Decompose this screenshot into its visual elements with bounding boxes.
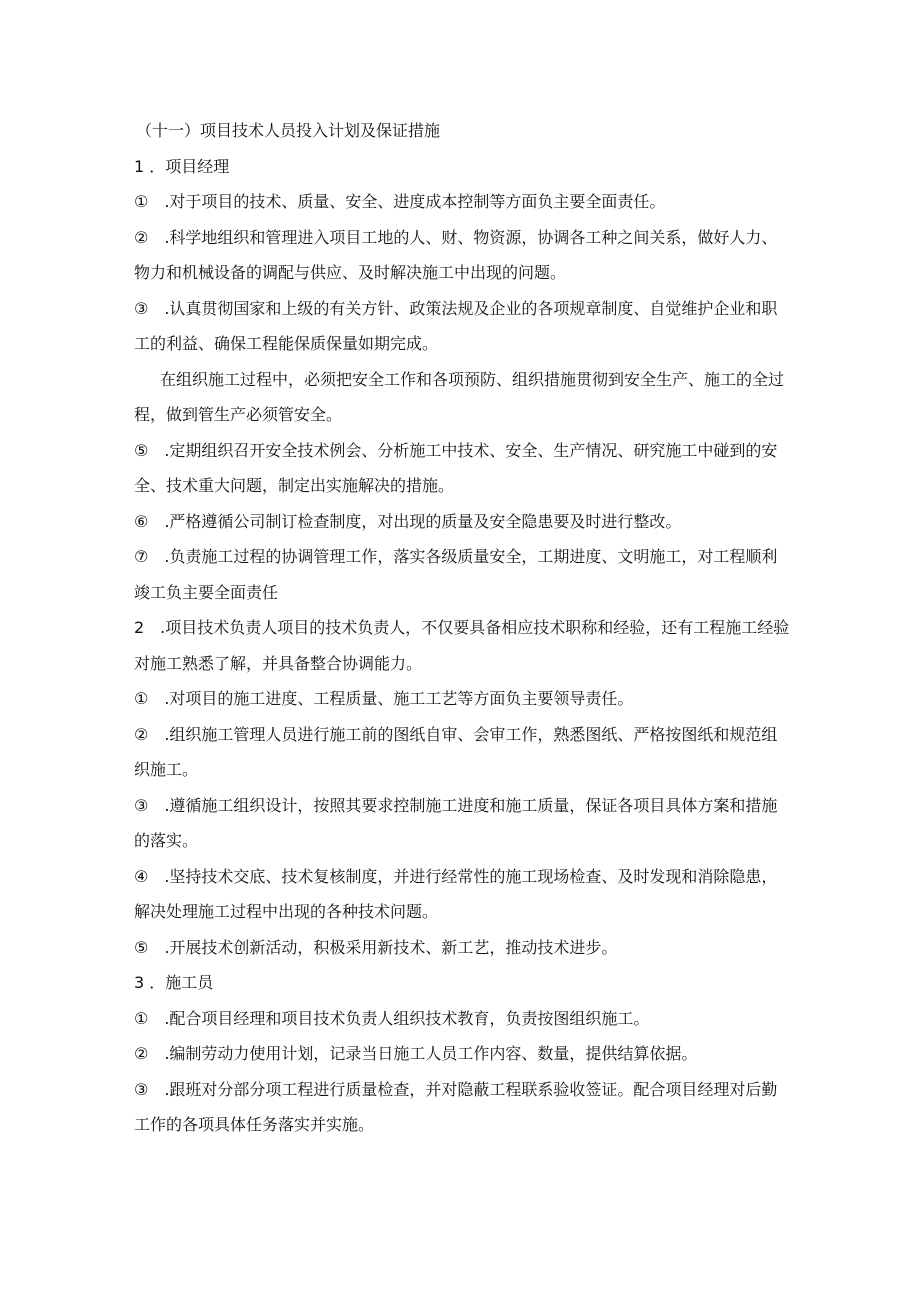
paragraph: ② .科学地组织和管理进入项目工地的人、财、物资源，协调各工种之间关系，做好人力、物力和机械设备的调配与供应、及时解决施工中出现的问题。	[134, 227, 778, 282]
paragraph: ⑤ .开展技术创新活动，积极采用新技术、新工艺，推动技术进步。	[134, 937, 618, 957]
heading-project-manager: 1 ．项目经理	[134, 156, 230, 176]
paragraph: ④ .坚持技术交底、技术复核制度，并进行经常性的施工现场检查、及时发现和消除隐患，解决处理施工过程中出现的各种技术问题。	[134, 866, 778, 921]
paragraph: ⑦ .负责施工过程的协调管理工作，落实各级质量安全，工期进度、文明施工，对工程顺利竣工负主要全面责任	[134, 547, 778, 602]
paragraph: ① .对项目的施工进度、工程质量、施工工艺等方面负主要领导责任。	[134, 689, 634, 708]
paragraph: ⑤ .定期组织召开安全技术例会、分析施工中技术、安全、生产情况、研究施工中碰到的安全、技术重大问题，制定出实施解决的措施。	[134, 440, 778, 495]
document-body	[134, 113, 790, 1143]
heading-construction-worker: 3 ．施工员	[134, 973, 214, 992]
section-title: （十一）项目技术人员投入计划及保证措施	[136, 121, 441, 140]
heading-technical-lead: 2 .项目技术负责人项目的技术负责人，不仅要具备相应技术职称和经验，还有工程施工经验对施工熟悉了解，并具备整合协调能力。	[134, 618, 790, 673]
paragraph: ③ .遵循施工组织设计，按照其要求控制施工进度和施工质量，保证各项目具体方案和措施的落实。	[134, 795, 778, 850]
paragraph: ① .配合项目经理和项目技术负责人组织技术教育，负责按图组织施工。	[134, 1008, 650, 1028]
paragraph: ③ .跟班对分部分项工程进行质量检查，并对隐蔽工程联系验收签证。配合项目经理对后勤工作的各项具体任务落实并实施。	[134, 1079, 778, 1134]
paragraph: 在组织施工过程中，必须把安全工作和各项预防、组织措施贯彻到安全生产、施工的全过程，做到管生产必须管安全。	[134, 369, 785, 424]
paragraph: ① .对于项目的技术、质量、安全、进度成本控制等方面负主要全面责任。	[134, 192, 666, 211]
paragraph: ② .编制劳动力使用计划，记录当日施工人员工作内容、数量，提供结算依据。	[134, 1044, 698, 1063]
paragraph: ⑥ .严格遵循公司制订检查制度，对出现的质量及安全隐患要及时进行整改。	[134, 511, 682, 531]
paragraph: ③ .认真贯彻国家和上级的有关方针、政策法规及企业的各项规章制度、自觉维护企业和职工的利益、确保工程能保质保量如期完成。	[134, 298, 778, 353]
paragraph: ② .组织施工管理人员进行施工前的图纸自审、会审工作，熟悉图纸、严格按图纸和规范组织施工。	[134, 724, 778, 779]
